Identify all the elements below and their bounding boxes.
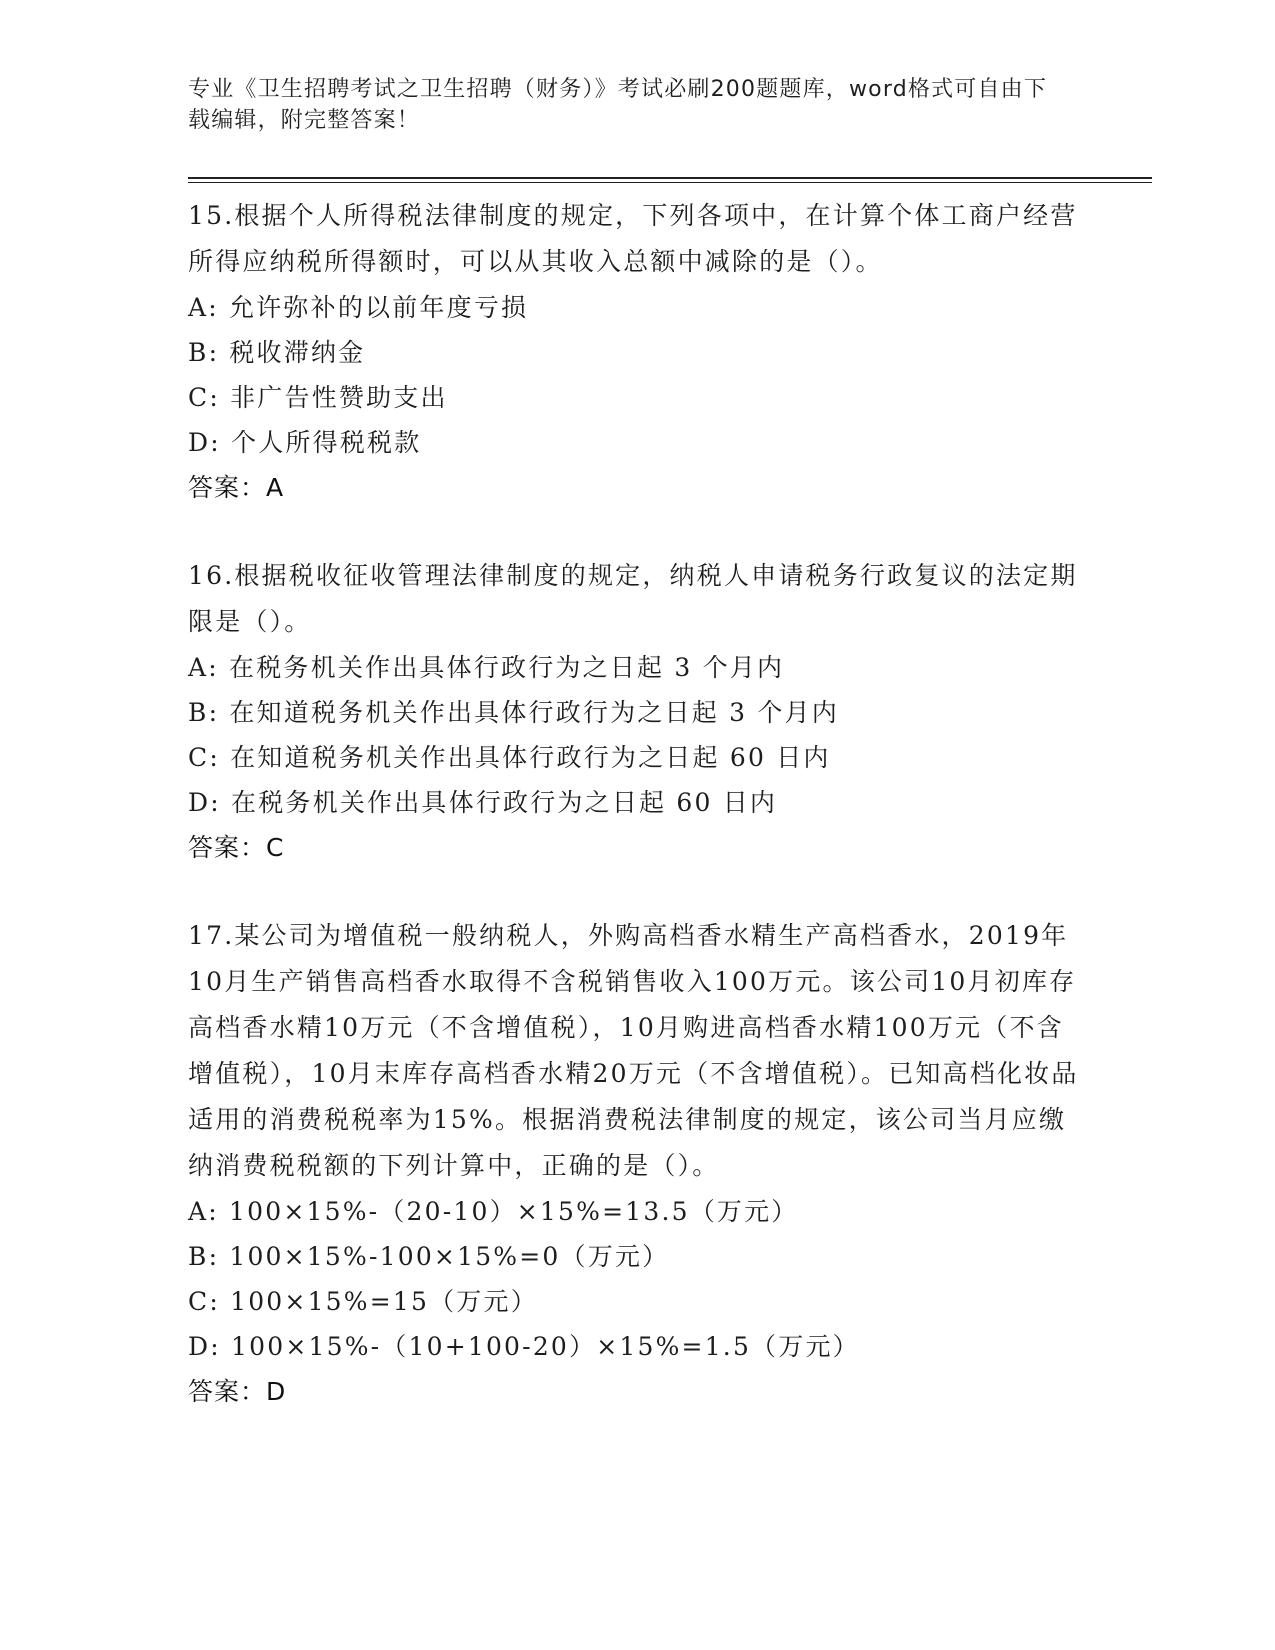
option-c: C: 在知道税务机关作出具体行政行为之日起 60 日内 (188, 743, 831, 772)
answer-line: 答案：A (188, 473, 285, 502)
document-header: 专业《卫生招聘考试之卫生招聘（财务）》考试必刷200题题库，word格式可自由下载编辑，附完整答案！ (188, 77, 1048, 133)
option-a: A: 在税务机关作出具体行政行为之日起 3 个月内 (188, 653, 785, 682)
option-b: B: 税收滞纳金 (188, 338, 366, 367)
header-rule-thick (188, 177, 1152, 179)
option-b: B: 100×15%-100×15%=0（万元） (188, 1242, 670, 1271)
option-d: D: 在税务机关作出具体行政行为之日起 60 日内 (188, 788, 778, 817)
option-d: D: 100×15%-（10+100-20）×15%=1.5（万元） (188, 1332, 860, 1361)
question-16 (188, 553, 1088, 871)
option-d: D: 个人所得税税款 (188, 428, 422, 457)
answer-line: 答案：C (188, 833, 285, 862)
question-stem: 17.某公司为增值税一般纳税人，外购高档香水精生产高档香水，2019年10月生产销售高档香水取得不含税销售收入100万元。该公司10月初库存高档香水精10万元（不含增值税），10月购进高档香水精100万元（不含增值税），10月末库存高档香水精20万元（不含增值税）。已知高档化妆品适用的消费税税率为15%。根据消费税法律制度的规定，该公司当月应缴纳消费税税额的下列计算中，正确的是（）。 (188, 921, 1079, 1180)
option-a: A: 100×15%-（20-10）×15%=13.5（万元） (188, 1197, 799, 1226)
option-a: A: 允许弥补的以前年度亏损 (188, 293, 529, 322)
question-17 (188, 913, 1088, 1415)
question-stem: 15.根据个人所得税法律制度的规定，下列各项中，在计算个体工商户经营所得应纳税所得额时，可以从其收入总额中减除的是（）。 (188, 201, 1078, 276)
answer-line: 答案：D (188, 1377, 287, 1406)
question-15 (188, 193, 1088, 511)
option-c: C: 100×15%=15（万元） (188, 1287, 538, 1316)
question-stem: 16.根据税收征收管理法律制度的规定，纳税人申请税务行政复议的法定期限是（）。 (188, 561, 1078, 636)
option-c: C: 非广告性赞助支出 (188, 383, 448, 412)
option-b: B: 在知道税务机关作出具体行政行为之日起 3 个月内 (188, 698, 839, 727)
header-rule-thin (188, 182, 1152, 183)
question-list (188, 193, 1088, 1415)
